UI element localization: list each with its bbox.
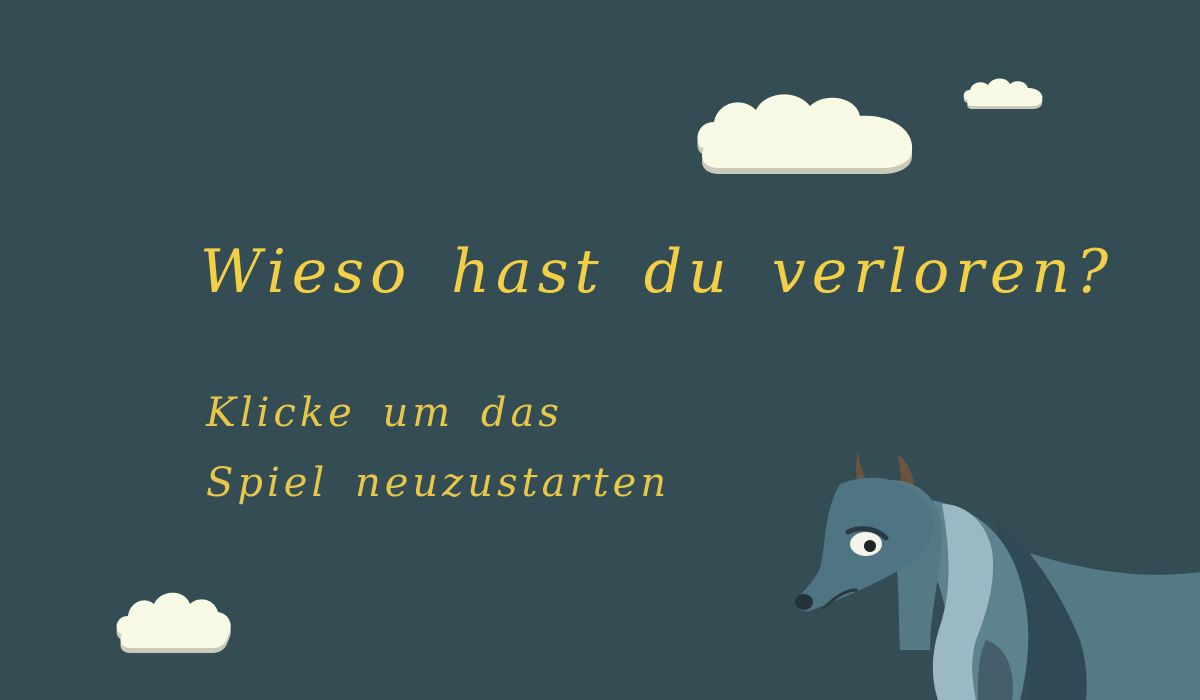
restart-hint-line-1: Klicke um das <box>206 390 563 436</box>
game-over-title: Wieso hast du verloren? <box>200 237 1115 307</box>
nose <box>795 594 813 610</box>
cloud-icon <box>114 588 232 658</box>
cloud-icon <box>962 76 1044 110</box>
pupil <box>864 540 876 552</box>
restart-hint-line-2: Spiel neuzustarten <box>206 460 671 506</box>
restart-hint[interactable] <box>206 378 706 518</box>
anteater-character <box>780 440 1200 700</box>
cloud-icon <box>692 88 916 176</box>
